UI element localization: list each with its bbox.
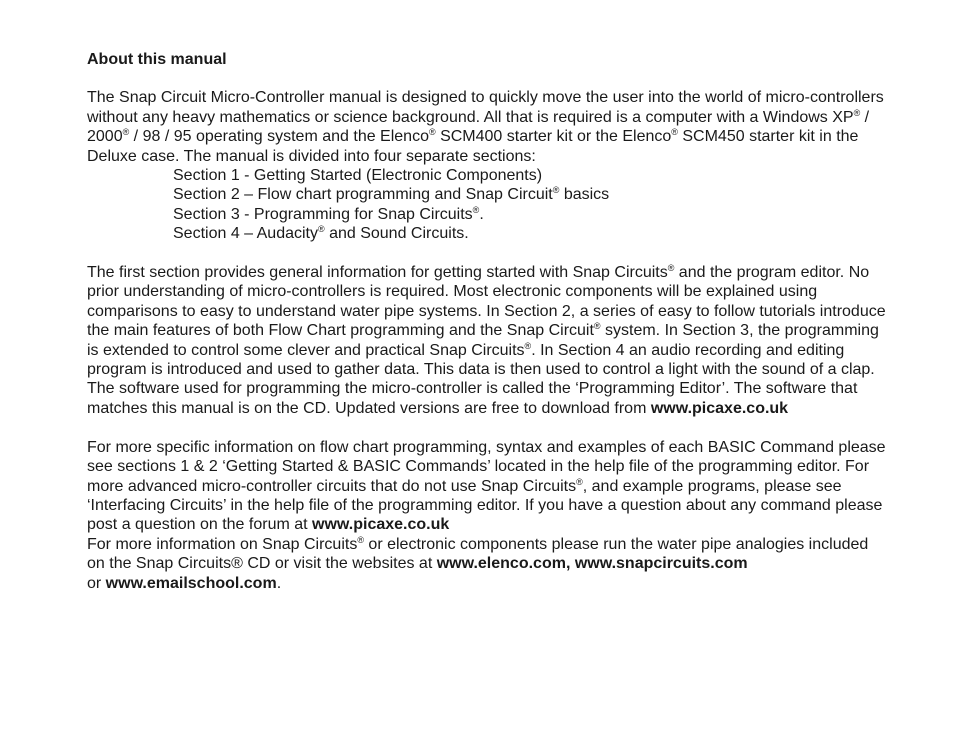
page-title: About this manual	[87, 51, 227, 68]
intro-text-5: SCM450 starter kit in the Deluxe case. The manual is divided into four separate sections:	[87, 128, 859, 165]
section-2-label: Section 2 – Flow chart programming and Snap Circuit	[173, 186, 553, 204]
registered-mark: ®	[576, 476, 583, 487]
overview-text-1: The first section provides general information for getting started with Snap Circuits	[87, 264, 668, 282]
elenco-snapcircuits-links[interactable]: www.elenco.com, www.snapcircuits.com	[436, 555, 748, 573]
intro-text-1: The Snap Circuit Micro-Controller manual is designed to quickly move the user into the world of micro-controllers without any heavy mathematics or science background. All that is required is a computer with a Windows XP	[87, 89, 884, 126]
section-4-item	[87, 224, 887, 243]
websites-paragraph	[87, 535, 887, 593]
section-4-label: Section 4 – Audacity	[173, 225, 318, 243]
websites-text-3: or	[87, 574, 106, 592]
section-2-label-end: basics	[559, 186, 610, 204]
intro-text-4: SCM400 starter kit or the Elenco	[435, 128, 672, 146]
section-1-label: Section 1 - Getting Started (Electronic Components)	[173, 167, 543, 185]
section-3-item	[87, 205, 887, 224]
websites-text-1: For more information on Snap Circuits	[87, 535, 358, 553]
section-1-item	[87, 166, 887, 185]
overview-text-4: . In Section 4 an audio recording and editing program is introduced and used to gather data. This data is then used to control a light with the sound of a clap. The software used for programming the micro-controller is called the ‘Programming Editor’. The software that matches this manual is on the CD. Updated versions are free to download from	[87, 341, 875, 417]
websites-text-4: .	[276, 574, 282, 592]
picaxe-link[interactable]: www.picaxe.co.uk	[650, 399, 789, 417]
manual-page	[87, 50, 887, 593]
registered-mark: ®	[472, 204, 480, 215]
more-info-paragraph	[87, 438, 887, 535]
intro-text-3: / 98 / 95 operating system and the Elenco	[129, 128, 429, 146]
registered-mark: ®	[671, 127, 678, 138]
overview-paragraph	[87, 263, 887, 418]
registered-mark: ®	[667, 263, 675, 274]
paragraph-spacer	[87, 244, 887, 263]
overview-text-2: and the program editor. No prior understanding of micro-controllers is required. Most electronic components will be explained using comparisons to easy to understand water pipe systems. In Section 2, a series of easy to follow tutorials introduce the main features of both Flow Chart programming and the Snap Circuit	[87, 264, 886, 340]
registered-mark: ®	[317, 224, 325, 235]
emailschool-link[interactable]: www.emailschool.com	[105, 574, 277, 592]
registered-mark: ®	[853, 107, 861, 118]
registered-mark: ®	[122, 127, 130, 138]
section-3-label: Section 3 - Programming for Snap Circuits	[173, 205, 473, 223]
section-3-label-end: .	[479, 205, 484, 223]
more-info-text-2: , and example programs, please see ‘Interfacing Circuits’ in the help file of the programming editor. If you have a question about any command please post a question on the forum at	[87, 477, 883, 534]
more-info-text-1: For more specific information on flow chart programming, syntax and examples of each BASIC Command please see sections 1 & 2 ‘Getting Started & BASIC Commands’ located in the help file of the programming editor. For more advanced micro-controller circuits that do not use Snap Circuits	[87, 438, 886, 495]
registered-mark: ®	[428, 127, 436, 138]
intro-text-2: / 2000	[87, 108, 870, 146]
registered-mark: ®	[593, 321, 601, 332]
registered-mark: ®	[552, 185, 560, 196]
section-2-item	[87, 185, 887, 204]
registered-mark: ®	[357, 534, 364, 545]
section-4-label-end: and Sound Circuits.	[324, 225, 469, 243]
registered-mark: ®	[524, 340, 532, 351]
picaxe-forum-link[interactable]: www.picaxe.co.uk	[312, 516, 450, 534]
intro-paragraph	[87, 88, 887, 166]
websites-text-2: or electronic components please run the water pipe analogies included on the Snap Circuits® CD or visit the websites at	[87, 535, 869, 573]
overview-text-3: system. In Section 3, the programming is extended to control some clever and practical Snap Circuits	[87, 322, 879, 359]
paragraph-spacer	[87, 418, 887, 437]
